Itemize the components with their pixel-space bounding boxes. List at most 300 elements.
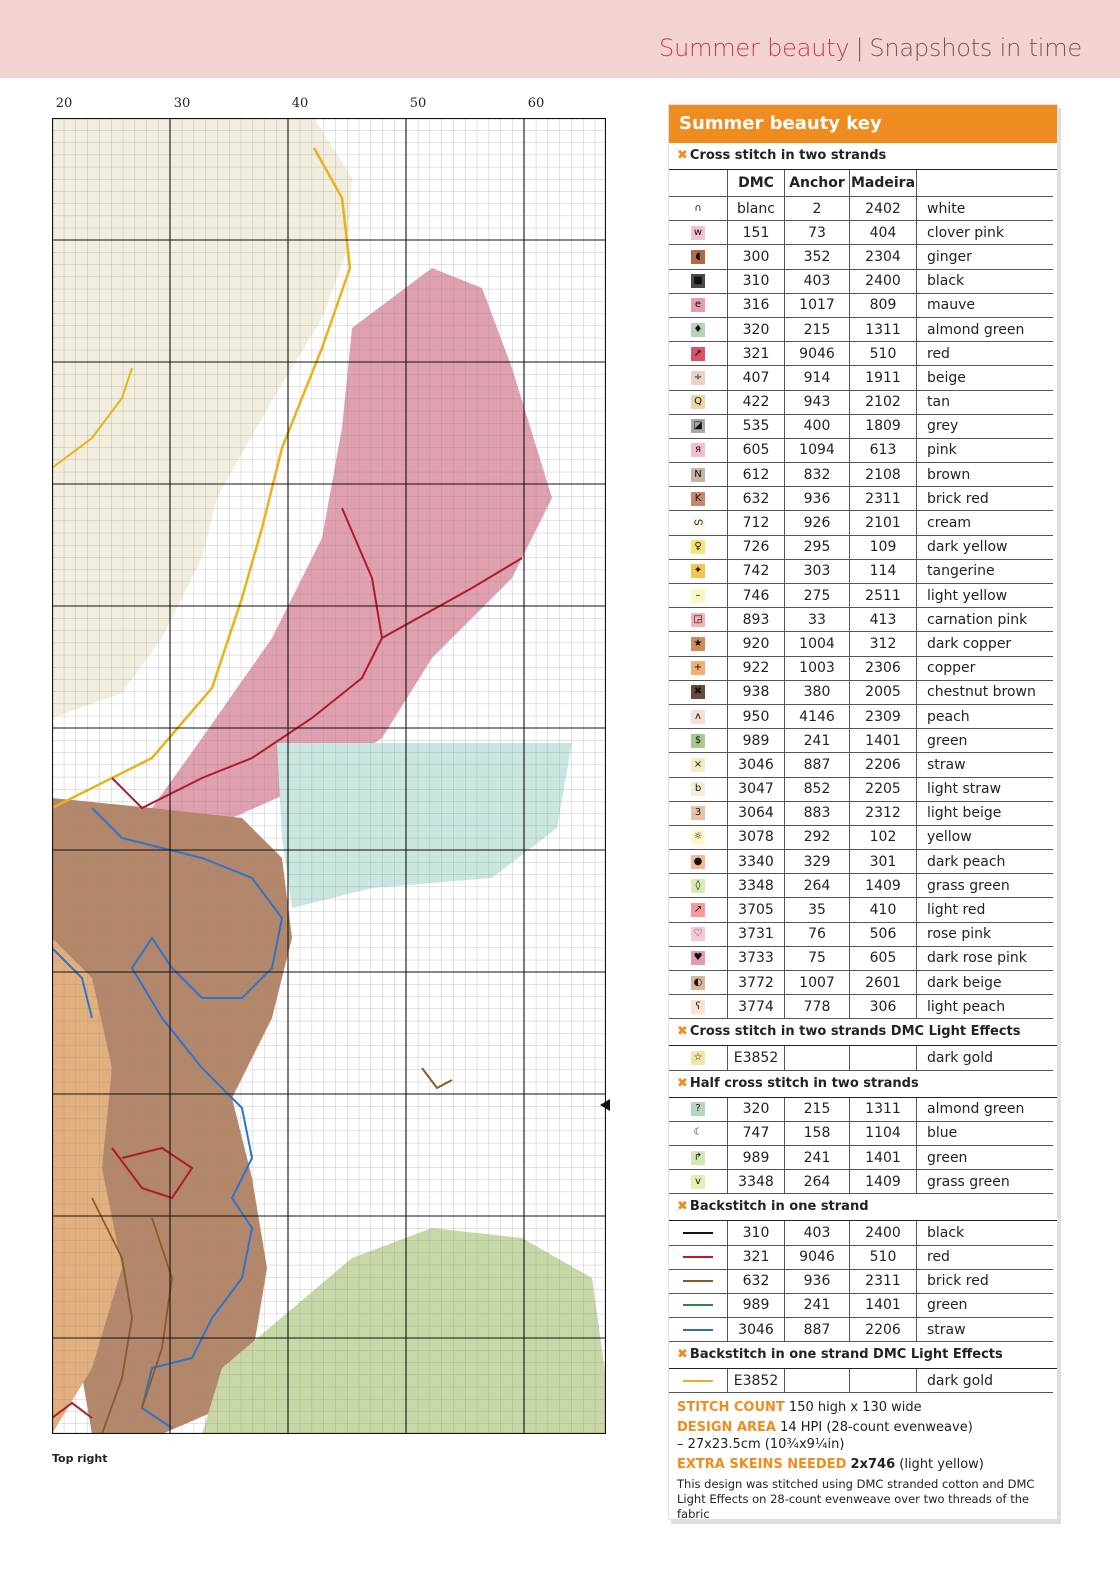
thread-name: peach xyxy=(917,704,1054,728)
anchor-number: 403 xyxy=(785,269,850,293)
thread-symbol xyxy=(669,414,728,438)
symbol-swatch-icon: ☆ xyxy=(691,1051,705,1065)
thread-name: light straw xyxy=(917,777,1054,801)
dmc-number: 632 xyxy=(728,487,785,511)
madeira-number: 1104 xyxy=(850,1121,917,1145)
extra-skeins-label: EXTRA SKEINS NEEDED xyxy=(677,1457,847,1473)
thread-symbol xyxy=(669,317,728,341)
madeira-number: 109 xyxy=(850,535,917,559)
thread-name: mauve xyxy=(917,293,1054,317)
madeira-number: 2304 xyxy=(850,245,917,269)
thread-symbol xyxy=(669,729,728,753)
thread-symbol xyxy=(669,559,728,583)
symbol-swatch-icon: ◐ xyxy=(691,976,705,990)
madeira-number xyxy=(850,1046,917,1070)
section-label: Backstitch in one strand xyxy=(689,1199,869,1215)
key-row xyxy=(669,825,1053,849)
symbol-swatch-icon: ↗ xyxy=(691,903,705,917)
key-row xyxy=(669,1121,1053,1145)
anchor-number: 9046 xyxy=(785,1245,850,1269)
anchor-number: 380 xyxy=(785,680,850,704)
dmc-number: 605 xyxy=(728,438,785,462)
page-header-title xyxy=(659,34,1082,62)
anchor-number: 75 xyxy=(785,946,850,970)
thread-name: black xyxy=(917,1221,1054,1245)
dmc-number: 310 xyxy=(728,269,785,293)
thread-name: grey xyxy=(917,414,1054,438)
cross-stitch-table xyxy=(669,170,1053,1019)
symbol-swatch-icon: ■ xyxy=(691,274,705,288)
thread-name: pink xyxy=(917,438,1054,462)
thread-symbol xyxy=(669,487,728,511)
dmc-number: 726 xyxy=(728,535,785,559)
key-row xyxy=(669,898,1053,922)
madeira-number: 2311 xyxy=(850,487,917,511)
key-row xyxy=(669,535,1053,559)
dmc-number: 407 xyxy=(728,366,785,390)
madeira-number: 2206 xyxy=(850,753,917,777)
dmc-number: 3733 xyxy=(728,946,785,970)
backstitch-line-icon xyxy=(683,1256,713,1258)
madeira-number: 605 xyxy=(850,946,917,970)
madeira-number: 2309 xyxy=(850,704,917,728)
anchor-number: 9046 xyxy=(785,342,850,366)
key-row xyxy=(669,463,1053,487)
madeira-number: 2108 xyxy=(850,463,917,487)
axis-number: 50 xyxy=(409,96,427,111)
key-row xyxy=(669,197,1053,221)
name-column-header xyxy=(917,170,1054,197)
madeira-number: 809 xyxy=(850,293,917,317)
key-row xyxy=(669,1046,1053,1070)
column-header: Madeira xyxy=(850,170,917,197)
thread-symbol xyxy=(669,922,728,946)
thread-symbol xyxy=(669,1293,728,1317)
key-row xyxy=(669,801,1053,825)
madeira-number: 510 xyxy=(850,342,917,366)
anchor-number: 303 xyxy=(785,559,850,583)
dmc-number: 922 xyxy=(728,656,785,680)
symbol-swatch-icon: × xyxy=(691,758,705,772)
dmc-number: E3852 xyxy=(728,1369,785,1393)
anchor-number xyxy=(785,1046,850,1070)
backstitch-light-effects-table xyxy=(669,1369,1053,1393)
thread-symbol xyxy=(669,1098,728,1122)
key-row xyxy=(669,1098,1053,1122)
anchor-number: 832 xyxy=(785,463,850,487)
madeira-number: 2205 xyxy=(850,777,917,801)
symbol-swatch-icon: ➚ xyxy=(691,347,705,361)
thread-symbol xyxy=(669,632,728,656)
dmc-number: 3064 xyxy=(728,801,785,825)
thread-key-panel xyxy=(668,104,1058,1520)
thread-symbol xyxy=(669,438,728,462)
key-row xyxy=(669,1170,1053,1194)
thread-name: grass green xyxy=(917,874,1054,898)
extra-skeins xyxy=(677,1456,1049,1473)
symbol-swatch-icon: ◊ xyxy=(691,879,705,893)
thread-name: copper xyxy=(917,656,1054,680)
thread-symbol xyxy=(669,777,728,801)
symbol-swatch-icon: – xyxy=(691,589,705,603)
thread-symbol xyxy=(669,898,728,922)
symbol-swatch-icon: ↱ xyxy=(691,1151,705,1165)
thread-symbol xyxy=(669,245,728,269)
section-backstitch xyxy=(669,1194,1057,1221)
madeira-number: 413 xyxy=(850,608,917,632)
key-row xyxy=(669,584,1053,608)
key-row xyxy=(669,487,1053,511)
thread-name: brick red xyxy=(917,1269,1054,1293)
dmc-number: 151 xyxy=(728,221,785,245)
thread-name: light red xyxy=(917,898,1054,922)
cross-icon: ✖ xyxy=(677,1199,688,1215)
anchor-number: 403 xyxy=(785,1221,850,1245)
anchor-number: 1003 xyxy=(785,656,850,680)
cross-icon: ✖ xyxy=(677,148,688,163)
thread-symbol xyxy=(669,1369,728,1393)
thread-symbol xyxy=(669,1121,728,1145)
symbol-column-header xyxy=(669,170,728,197)
madeira-number: 1311 xyxy=(850,1098,917,1122)
symbol-swatch-icon: ♀ xyxy=(691,540,705,554)
design-area-size: – 27x23.5cm (10¾x9¼in) xyxy=(677,1437,845,1453)
key-title: Summer beauty key xyxy=(669,105,1057,143)
symbol-swatch-icon: ◲ xyxy=(691,613,705,627)
thread-symbol xyxy=(669,511,728,535)
thread-symbol xyxy=(669,366,728,390)
thread-name: green xyxy=(917,1293,1054,1317)
madeira-number: 1311 xyxy=(850,317,917,341)
madeira-number: 404 xyxy=(850,221,917,245)
column-header: Anchor xyxy=(785,170,850,197)
key-row xyxy=(669,753,1053,777)
symbol-swatch-icon: я xyxy=(691,443,705,457)
dmc-number: 950 xyxy=(728,704,785,728)
key-row xyxy=(669,946,1053,970)
anchor-number: 943 xyxy=(785,390,850,414)
cross-icon: ✖ xyxy=(677,1347,688,1363)
thread-symbol xyxy=(669,680,728,704)
symbol-swatch-icon: ∩ xyxy=(691,202,705,216)
thread-symbol xyxy=(669,704,728,728)
anchor-number: 73 xyxy=(785,221,850,245)
thread-name: brick red xyxy=(917,487,1054,511)
madeira-number: 2101 xyxy=(850,511,917,535)
dmc-number: 989 xyxy=(728,1145,785,1169)
thread-name: black xyxy=(917,269,1054,293)
backstitch-line-icon xyxy=(683,1304,713,1306)
key-row xyxy=(669,704,1053,728)
stitch-count-value: 150 high x 130 wide xyxy=(788,1400,922,1416)
footnote: This design was stitched using DMC stranded cotton and DMC Light Effects on 28-count evenweave over two threads of the fabric xyxy=(677,1477,1035,1522)
key-row xyxy=(669,656,1053,680)
thread-name: almond green xyxy=(917,1098,1054,1122)
dmc-number: 321 xyxy=(728,1245,785,1269)
thread-symbol xyxy=(669,801,728,825)
dmc-number: 422 xyxy=(728,390,785,414)
dmc-number: 320 xyxy=(728,1098,785,1122)
dmc-number: 3340 xyxy=(728,850,785,874)
thread-name: chestnut brown xyxy=(917,680,1054,704)
dmc-number: 3047 xyxy=(728,777,785,801)
key-row xyxy=(669,608,1053,632)
madeira-number: 114 xyxy=(850,559,917,583)
symbol-swatch-icon: ÷ xyxy=(691,371,705,385)
dmc-number: 632 xyxy=(728,1269,785,1293)
anchor-number: 241 xyxy=(785,1145,850,1169)
madeira-number: 1409 xyxy=(850,1170,917,1194)
madeira-number: 2102 xyxy=(850,390,917,414)
symbol-swatch-icon: ♥ xyxy=(691,951,705,965)
dmc-number: 321 xyxy=(728,342,785,366)
key-row xyxy=(669,1245,1053,1269)
anchor-number: 241 xyxy=(785,729,850,753)
thread-symbol xyxy=(669,1145,728,1169)
key-row xyxy=(669,971,1053,995)
symbol-swatch-icon: $ xyxy=(691,734,705,748)
anchor-number: 215 xyxy=(785,1098,850,1122)
thread-name: dark gold xyxy=(917,1369,1054,1393)
symbol-swatch-icon: b xyxy=(691,782,705,796)
thread-name: dark rose pink xyxy=(917,946,1054,970)
axis-number: 20 xyxy=(55,96,73,111)
madeira-number: 2400 xyxy=(850,269,917,293)
thread-name: grass green xyxy=(917,1170,1054,1194)
anchor-number: 264 xyxy=(785,874,850,898)
thread-symbol xyxy=(669,874,728,898)
dmc-number: 3731 xyxy=(728,922,785,946)
thread-symbol xyxy=(669,342,728,366)
anchor-number: 852 xyxy=(785,777,850,801)
section-half-cross xyxy=(669,1071,1057,1098)
thread-name: cream xyxy=(917,511,1054,535)
symbol-swatch-icon: ♡ xyxy=(691,927,705,941)
dmc-number: 3046 xyxy=(728,1318,785,1342)
thread-name: brown xyxy=(917,463,1054,487)
thread-symbol xyxy=(669,995,728,1019)
madeira-number: 410 xyxy=(850,898,917,922)
half-cross-rows xyxy=(669,1098,1053,1194)
dmc-number: 320 xyxy=(728,317,785,341)
symbol-swatch-icon: ◖ xyxy=(691,250,705,264)
backstitch-table xyxy=(669,1221,1053,1342)
thread-symbol xyxy=(669,584,728,608)
symbol-swatch-icon: ★ xyxy=(691,637,705,651)
thread-name: clover pink xyxy=(917,221,1054,245)
section-label: Backstitch in one strand DMC Light Effects xyxy=(689,1347,1003,1363)
section-label: Cross stitch in two strands DMC Light Effects xyxy=(689,1024,1021,1040)
key-row xyxy=(669,293,1053,317)
center-marker-icon xyxy=(600,1099,610,1111)
header-separator: | xyxy=(855,34,864,62)
thread-name: dark gold xyxy=(917,1046,1054,1070)
madeira-number: 510 xyxy=(850,1245,917,1269)
anchor-number: 1007 xyxy=(785,971,850,995)
key-row xyxy=(669,680,1053,704)
symbol-swatch-icon: ◪ xyxy=(691,419,705,433)
table-header-row xyxy=(669,170,1053,197)
key-row xyxy=(669,1269,1053,1293)
dmc-number: 938 xyxy=(728,680,785,704)
design-info xyxy=(669,1393,1057,1522)
thread-name: dark yellow xyxy=(917,535,1054,559)
symbol-swatch-icon: 3 xyxy=(691,806,705,820)
anchor-number: 4146 xyxy=(785,704,850,728)
key-row xyxy=(669,1369,1053,1393)
section-title: Snapshots in time xyxy=(869,34,1082,62)
dmc-number: 3774 xyxy=(728,995,785,1019)
key-row xyxy=(669,632,1053,656)
thread-symbol xyxy=(669,753,728,777)
madeira-number: 1401 xyxy=(850,1293,917,1317)
backstitch-line-icon xyxy=(683,1380,713,1382)
symbol-swatch-icon: ? xyxy=(691,1102,705,1116)
thread-name: straw xyxy=(917,753,1054,777)
chart-grid xyxy=(52,118,606,1434)
thread-symbol xyxy=(669,1221,728,1245)
thread-symbol xyxy=(669,608,728,632)
symbol-swatch-icon: K xyxy=(691,492,705,506)
symbol-swatch-icon: ഗ xyxy=(691,516,705,530)
key-row xyxy=(669,269,1053,293)
thread-symbol xyxy=(669,390,728,414)
madeira-number: 2005 xyxy=(850,680,917,704)
thread-name: rose pink xyxy=(917,922,1054,946)
anchor-number: 33 xyxy=(785,608,850,632)
dmc-number: 310 xyxy=(728,1221,785,1245)
madeira-number: 1911 xyxy=(850,366,917,390)
dmc-number: 742 xyxy=(728,559,785,583)
symbol-swatch-icon: Q xyxy=(691,395,705,409)
thread-symbol xyxy=(669,825,728,849)
section-label: Half cross stitch in two strands xyxy=(689,1075,919,1091)
thread-name: light peach xyxy=(917,995,1054,1019)
dmc-number: 300 xyxy=(728,245,785,269)
madeira-number: 2311 xyxy=(850,1269,917,1293)
madeira-number: 2206 xyxy=(850,1318,917,1342)
design-area-value: 14 HPI (28-count evenweave) xyxy=(780,1420,973,1436)
thread-name: green xyxy=(917,729,1054,753)
thread-name: red xyxy=(917,1245,1054,1269)
anchor-number: 215 xyxy=(785,317,850,341)
anchor-number: 778 xyxy=(785,995,850,1019)
symbol-swatch-icon: ʌ xyxy=(691,710,705,724)
dmc-number: 989 xyxy=(728,729,785,753)
thread-symbol xyxy=(669,1245,728,1269)
dmc-number: 746 xyxy=(728,584,785,608)
madeira-number: 1809 xyxy=(850,414,917,438)
dmc-number: 316 xyxy=(728,293,785,317)
key-row xyxy=(669,245,1053,269)
cross-stitch-chart xyxy=(52,96,608,1446)
key-row xyxy=(669,1145,1053,1169)
design-area xyxy=(677,1419,1049,1453)
anchor-number: 887 xyxy=(785,1318,850,1342)
madeira-number: 2511 xyxy=(850,584,917,608)
anchor-number: 264 xyxy=(785,1170,850,1194)
key-row xyxy=(669,1221,1053,1245)
anchor-number xyxy=(785,1369,850,1393)
thread-name: blue xyxy=(917,1121,1054,1145)
dmc-number: 920 xyxy=(728,632,785,656)
anchor-number: 936 xyxy=(785,487,850,511)
symbol-swatch-icon: ♦ xyxy=(691,323,705,337)
dmc-number: E3852 xyxy=(728,1046,785,1070)
thread-symbol xyxy=(669,850,728,874)
key-row xyxy=(669,850,1053,874)
madeira-number: 1401 xyxy=(850,1145,917,1169)
thread-name: red xyxy=(917,342,1054,366)
symbol-swatch-icon: ✖ xyxy=(691,685,705,699)
key-row xyxy=(669,438,1053,462)
dmc-number: blanc xyxy=(728,197,785,221)
key-row xyxy=(669,559,1053,583)
stitch-count xyxy=(677,1399,1049,1416)
anchor-number: 35 xyxy=(785,898,850,922)
thread-name: ginger xyxy=(917,245,1054,269)
symbol-swatch-icon: e xyxy=(691,298,705,312)
thread-name: carnation pink xyxy=(917,608,1054,632)
key-row xyxy=(669,729,1053,753)
anchor-number: 400 xyxy=(785,414,850,438)
thread-name: beige xyxy=(917,366,1054,390)
dmc-number: 3348 xyxy=(728,874,785,898)
symbol-swatch-icon: ☼ xyxy=(691,830,705,844)
key-row xyxy=(669,995,1053,1019)
thread-name: almond green xyxy=(917,317,1054,341)
thread-name: white xyxy=(917,197,1054,221)
dmc-number: 3078 xyxy=(728,825,785,849)
anchor-number: 883 xyxy=(785,801,850,825)
thread-name: green xyxy=(917,1145,1054,1169)
half-cross-table xyxy=(669,1098,1053,1195)
section-cross-stitch xyxy=(669,143,1057,170)
thread-symbol xyxy=(669,656,728,680)
symbol-swatch-icon: ʕ xyxy=(691,1000,705,1014)
anchor-number: 329 xyxy=(785,850,850,874)
anchor-number: 887 xyxy=(785,753,850,777)
key-row xyxy=(669,366,1053,390)
axis-number: 40 xyxy=(291,96,309,111)
anchor-number: 241 xyxy=(785,1293,850,1317)
anchor-number: 936 xyxy=(785,1269,850,1293)
thread-name: tangerine xyxy=(917,559,1054,583)
magazine-section: Summer beauty xyxy=(659,34,850,62)
madeira-number: 312 xyxy=(850,632,917,656)
dmc-number: 893 xyxy=(728,608,785,632)
madeira-number: 2601 xyxy=(850,971,917,995)
dmc-number: 3705 xyxy=(728,898,785,922)
symbol-swatch-icon: N xyxy=(691,468,705,482)
thread-symbol xyxy=(669,269,728,293)
key-row xyxy=(669,221,1053,245)
anchor-number: 1004 xyxy=(785,632,850,656)
dmc-number: 989 xyxy=(728,1293,785,1317)
key-row xyxy=(669,317,1053,341)
key-row xyxy=(669,874,1053,898)
thread-name: dark peach xyxy=(917,850,1054,874)
anchor-number: 1094 xyxy=(785,438,850,462)
key-row xyxy=(669,342,1053,366)
dmc-number: 3348 xyxy=(728,1170,785,1194)
backstitch-line-icon xyxy=(683,1232,713,1234)
madeira-number: 306 xyxy=(850,995,917,1019)
madeira-number: 1401 xyxy=(850,729,917,753)
anchor-number: 2 xyxy=(785,197,850,221)
anchor-number: 295 xyxy=(785,535,850,559)
key-row xyxy=(669,1318,1053,1342)
